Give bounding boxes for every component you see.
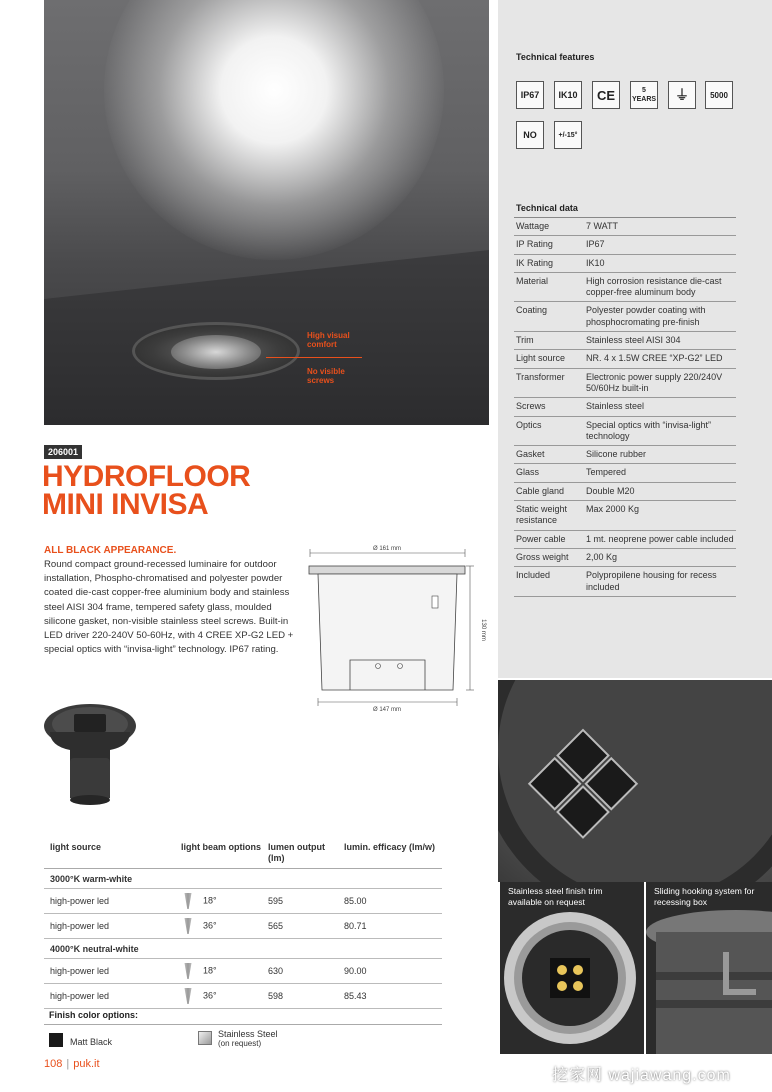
tech-key: Wattage	[516, 221, 550, 231]
load-icon: 5000	[705, 81, 733, 109]
photo-hooking-system	[646, 882, 772, 1054]
tech-row	[514, 218, 736, 236]
cell-lumen: 565	[262, 914, 338, 939]
tech-value: 2,00 Kg	[586, 551, 618, 562]
cell-efficacy: 85.43	[338, 984, 442, 1009]
tech-row	[514, 236, 736, 254]
hero-photo	[44, 0, 489, 425]
product-description: Round compact ground-recessed luminaire for outdoor installation, Phospho-chromatised and polyester powder coated die-cast copper-free aluminium body and stainless steel AISI 304 frame, tempered safety glass, moulded silicone gasket, non-visible stainless steel screws. Built-in LED driver 220-240V 50-60Hz, with 4 CREE XP-G2 LED + special optics with “invisa-light” technology. IP67 rating.	[44, 559, 294, 656]
tech-row	[514, 332, 736, 350]
technical-data-title: Technical data	[516, 203, 578, 213]
table-header-row	[44, 838, 442, 869]
tech-value: NR. 4 x 1.5W CREE “XP-G2” LED	[586, 353, 723, 364]
tech-key: Transformer	[516, 371, 565, 382]
tech-key: Glass	[516, 467, 540, 478]
ground-icon: ⏚	[668, 81, 696, 109]
tech-key: IK Rating	[516, 257, 554, 268]
cell-beam	[175, 984, 262, 1009]
page-number: 108	[44, 1058, 63, 1070]
group-label: 4000°K neutral-white	[44, 939, 442, 959]
tech-value: Stainless steel	[586, 401, 645, 412]
tech-row	[514, 398, 736, 416]
luminaire-render	[132, 322, 300, 380]
tech-row	[514, 464, 736, 482]
beam-angle-icon	[181, 963, 195, 979]
ce-icon: CE	[592, 81, 620, 109]
tech-value: Electronic power supply 220/240V 50/60Hz built-in	[586, 371, 723, 393]
technical-data-table	[514, 217, 736, 597]
tech-value: Polyester powder coating with phosphocromating pre-finish	[586, 305, 706, 327]
tech-value: Stainless steel AISI 304	[586, 335, 681, 346]
tech-row	[514, 273, 736, 303]
tech-key: Static weight resistance	[516, 504, 568, 526]
tech-value: Max 2000 Kg	[586, 504, 640, 515]
col-light-source: light source	[44, 838, 175, 869]
detail-photo-optics	[498, 680, 772, 882]
tech-row	[514, 501, 736, 531]
tech-value: High corrosion resistance die-cast copper-free aluminum body	[586, 275, 722, 298]
group-row	[44, 869, 442, 889]
no-drive-icon: NO	[516, 121, 544, 149]
beam-value: 18°	[203, 965, 217, 976]
cell-light-source: high-power led	[44, 914, 175, 939]
col-efficacy: lumin. efficacy (lm/w)	[338, 838, 442, 869]
tech-key: Optics	[516, 419, 542, 430]
tech-value: 7 WATT	[586, 221, 618, 231]
cell-lumen: 595	[262, 889, 338, 914]
beam-angle-icon	[181, 893, 195, 909]
cell-beam	[175, 889, 262, 914]
tech-row	[514, 350, 736, 368]
callout-line	[266, 357, 362, 358]
watermark: 挖家网 wajiawang.com	[552, 1067, 731, 1084]
cell-beam	[175, 914, 262, 939]
product-subtitle: ALL BLACK APPEARANCE.	[44, 545, 177, 556]
tech-key: Light source	[516, 353, 566, 364]
beam-value: 36°	[203, 990, 217, 1001]
cell-efficacy: 80.71	[338, 914, 442, 939]
tech-row	[514, 483, 736, 501]
stainless-label: Stainless Steel (on request)	[218, 1029, 278, 1048]
features-title: Technical features	[516, 52, 595, 62]
tilt-icon: +/-15°	[554, 121, 582, 149]
tech-key: Material	[516, 275, 549, 286]
matt-black-label: Matt Black	[70, 1037, 113, 1047]
tech-value: Polypropilene housing for recess included	[586, 570, 717, 592]
tech-value: IP67	[586, 239, 605, 250]
tech-row	[514, 417, 736, 447]
cell-light-source: high-power led	[44, 959, 175, 984]
ip67-icon: IP67	[516, 81, 544, 109]
footer	[44, 1058, 100, 1070]
caption-hooking-system: Sliding hooking system for recessing box	[654, 886, 755, 907]
callout-visual-comfort: High visual comfort	[307, 331, 350, 349]
tech-value: Double M20	[586, 485, 635, 496]
table-row	[44, 959, 442, 984]
cell-light-source: high-power led	[44, 889, 175, 914]
tech-key: Gross weight	[516, 551, 569, 562]
product-code: 206001	[44, 445, 82, 459]
stainless-swatch	[198, 1031, 212, 1045]
tech-row	[514, 531, 736, 549]
cell-efficacy: 85.00	[338, 889, 442, 914]
height-dimension: 130 mm	[480, 619, 486, 641]
cell-light-source: high-power led	[44, 984, 175, 1009]
tech-row	[514, 302, 736, 332]
cell-lumen: 598	[262, 984, 338, 1009]
finish-title: Finish color options:	[49, 1010, 138, 1020]
tech-key: IP Rating	[516, 239, 553, 250]
tech-row	[514, 446, 736, 464]
tech-value: IK10	[586, 257, 605, 268]
group-label: 3000°K warm-white	[44, 869, 442, 889]
beam-angle-icon	[181, 918, 195, 934]
table-row	[44, 889, 442, 914]
site-link[interactable]: puk.it	[73, 1058, 100, 1070]
beam-value: 18°	[203, 895, 217, 906]
tech-row	[514, 369, 736, 399]
caption-stainless-trim: Stainless steel finish trim available on request	[508, 886, 603, 907]
light-beam	[104, 0, 444, 260]
divider	[44, 1024, 442, 1025]
matt-black-swatch	[49, 1033, 63, 1047]
cell-lumen: 630	[262, 959, 338, 984]
tech-key: Included	[516, 570, 551, 581]
top-dimension: Ø 161 mm	[372, 546, 402, 552]
tech-key: Trim	[516, 335, 534, 346]
tech-key: Gasket	[516, 449, 545, 460]
beam-value: 36°	[203, 920, 217, 931]
photometric-table	[44, 838, 442, 1009]
col-lumen-output: lumen output (lm)	[262, 838, 338, 869]
col-beam-options: light beam options	[175, 838, 262, 869]
photo-stainless-trim	[500, 882, 644, 1054]
tech-key: Power cable	[516, 533, 566, 544]
tech-row	[514, 255, 736, 273]
table-row	[44, 984, 442, 1009]
product-title: HYDROFLOOR MINI INVISA	[42, 460, 251, 521]
tech-value: Tempered	[586, 467, 627, 478]
cell-beam	[175, 959, 262, 984]
footer-separator: |	[66, 1058, 70, 1070]
group-row	[44, 939, 442, 959]
cell-efficacy: 90.00	[338, 959, 442, 984]
tech-value: Silicone rubber	[586, 449, 647, 460]
bottom-dimension: Ø 147 mm	[372, 707, 402, 713]
tech-row	[514, 549, 736, 567]
technical-drawing	[300, 540, 495, 715]
tech-row	[514, 567, 736, 597]
tech-key: Cable gland	[516, 485, 565, 496]
tech-key: Coating	[516, 305, 548, 316]
table-row	[44, 914, 442, 939]
beam-angle-icon	[181, 988, 195, 1004]
tech-value: 1 mt. neoprene power cable included	[586, 533, 734, 544]
product-photo	[40, 698, 140, 813]
tech-key: Screws	[516, 401, 546, 412]
ik10-icon: IK10	[554, 81, 582, 109]
callout-no-screws: No visible screws	[307, 367, 345, 385]
tech-value: Special optics with “invisa-light” technology	[586, 419, 712, 441]
five-years-icon: 5 YEARS	[630, 81, 658, 109]
